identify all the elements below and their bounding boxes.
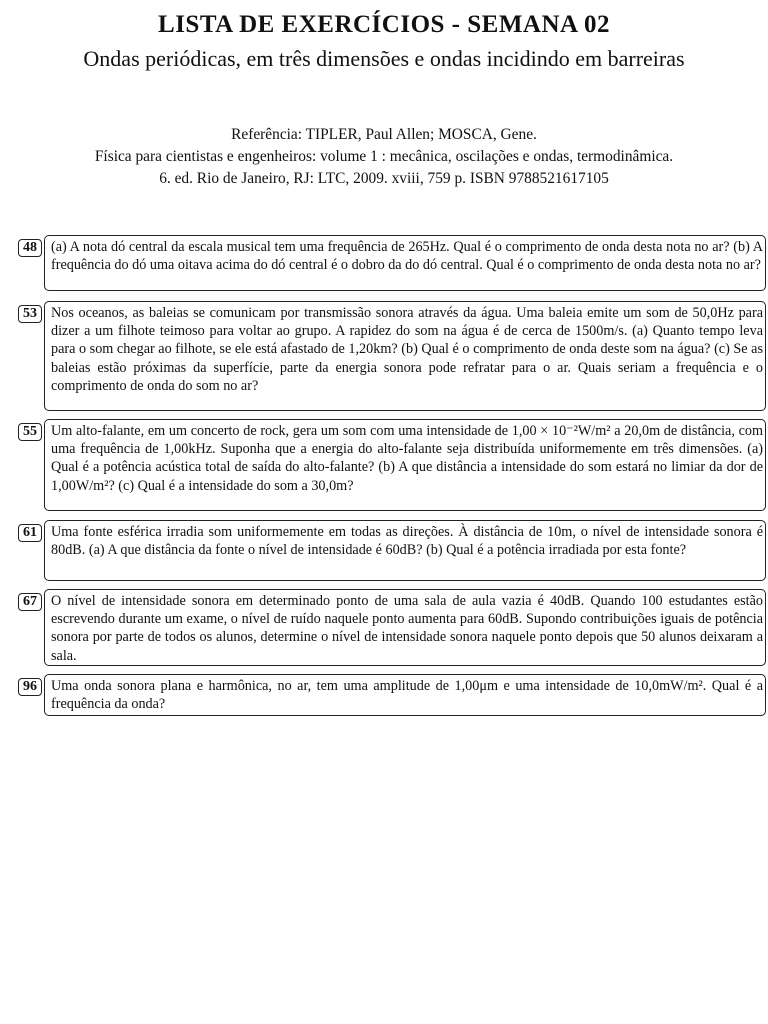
exercise-number: 53 — [18, 305, 42, 323]
exercise-number: 96 — [18, 678, 42, 696]
exercise-item — [18, 301, 766, 411]
exercise-text: Uma onda sonora plana e harmônica, no ar, tem uma amplitude de 1,00μm e uma intensidade de 10,0mW/m². Qual é a frequência da onda? — [51, 678, 763, 713]
exercise-text: Um alto-falante, em um concerto de rock, gera um som com uma intensidade de 1,00 × 10⁻²W/m² a 20,0m de distância, com uma frequência de 1,00kHz. Suponha que a energia do alto-falante seja distribuída uniformemente em três dimensões. (a) Qual é a potência acústica total de saída do alto-falante? (b) A que distância a intensidade do som estará no limiar da dor de 1,00W/m²? (c) Qual é a intensidade do som a 30,0m? — [51, 423, 763, 494]
exercise-number: 55 — [18, 423, 42, 441]
exercise-item — [18, 520, 766, 581]
exercise-item — [18, 235, 766, 291]
exercise-number: 67 — [18, 593, 42, 611]
reference-line-3: 6. ed. Rio de Janeiro, RJ: LTC, 2009. xviii, 759 p. ISBN 9788521617105 — [159, 170, 609, 187]
exercise-text: Uma fonte esférica irradia som uniformemente em todas as direções. À distância de 10m, o nível de intensidade sonora é 80dB. (a) A que distância da fonte o nível de intensidade é 60dB? (b) Qual é a potência irradiada por esta fonte? — [51, 524, 763, 559]
exercise-item — [18, 674, 766, 716]
exercise-item — [18, 589, 766, 666]
reference-line-1: Referência: TIPLER, Paul Allen; MOSCA, Gene. — [231, 126, 537, 143]
reference-line-2: Física para cientistas e engenheiros: volume 1 : mecânica, oscilações e ondas, termodinâmica. — [94, 148, 674, 165]
exercise-text: (a) A nota dó central da escala musical tem uma frequência de 265Hz. Qual é o comprimento de onda desta nota no ar? (b) A frequência do dó uma oitava acima do dó central é o dobro da do dó central. Qual é o comprimento de onda desta nota no ar? — [51, 239, 763, 274]
exercise-number: 61 — [18, 524, 42, 542]
exercise-number: 48 — [18, 239, 42, 257]
page-subtitle: Ondas periódicas, em três dimensões e ondas incidindo em barreiras — [83, 46, 685, 71]
exercise-item — [18, 419, 766, 511]
exercise-text: O nível de intensidade sonora em determinado ponto de uma sala de aula vazia é 40dB. Quando 100 estudantes estão escrevendo durante um exame, o nível de ruído naquele ponto aumenta para 60dB. Supondo contribuições iguais de potência sonora por parte de todos os alunos, determine o nível de intensidade sonora naquele ponto depois que 50 alunos deixaram a sala. — [51, 593, 763, 664]
page-title: LISTA DE EXERCÍCIOS - SEMANA 02 — [158, 11, 610, 38]
exercise-text: Nos oceanos, as baleias se comunicam por transmissão sonora através da água. Uma baleia emite um som de 50,0Hz para dizer a um filhote teimoso para voltar ao grupo. A rapidez do som na água é de cerca de 1500m/s. (a) Quanto tempo leva para o som chegar ao filhote, se ele está afastado de 1,20km? (b) Qual é o comprimento de onda deste som na água? (c) Se as baleias estão próximas da superfície, parte da energia sonora pode refratar para o ar. Quais seriam a frequência e o comprimento de onda do som no ar? — [51, 305, 763, 394]
